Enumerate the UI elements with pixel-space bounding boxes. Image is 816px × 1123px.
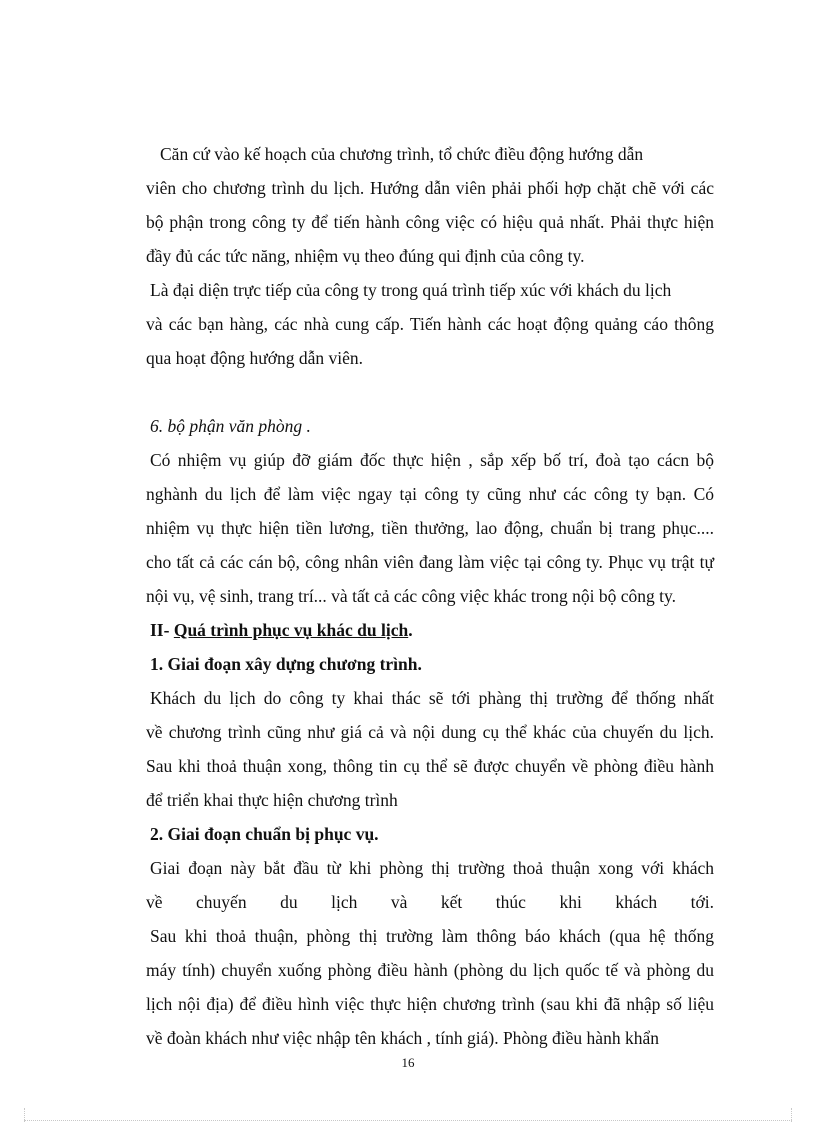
text-line: máy tính) chuyển xuống phòng điều hành (phòng du lịch quốc tế và phòng du bbox=[146, 960, 714, 980]
text-line: về chương trình cũng như giá cả và nội dung cụ thể khác của chuyến du lịch. bbox=[146, 722, 714, 742]
text-line: Sau khi thoả thuận, phòng thị trường làm thông báo khách (qua hệ thống bbox=[150, 926, 714, 946]
text-line: nhiệm vụ thực hiện tiền lương, tiền thưởng, lao động, chuẩn bị trang phục.... bbox=[146, 518, 714, 538]
text-line: Khách du lịch do công ty khai thác sẽ tới phàng thị trường để thống nhất bbox=[150, 688, 714, 708]
page-border-left bbox=[24, 1108, 25, 1122]
text-line: Căn cứ vào kế hoạch của chương trình, tổ chức điều động hướng dẫn bbox=[160, 144, 644, 164]
section-heading-office: 6. bộ phận văn phòng . bbox=[150, 416, 311, 436]
text-line: Giai đoạn này bắt đầu từ khi phòng thị trường thoả thuận xong với khách bbox=[150, 858, 714, 878]
page-number: 16 bbox=[401, 1055, 415, 1070]
text-line: Là đại diện trực tiếp của công ty trong quá trình tiếp xúc với khách du lịch bbox=[150, 280, 672, 300]
page-border-bottom bbox=[24, 1120, 792, 1121]
subsection-heading-build: 1. Giai đoạn xây dựng chương trình. bbox=[150, 654, 422, 674]
section-suffix: . bbox=[408, 620, 413, 640]
text-line: bộ phận trong công ty để tiến hành công việc có hiệu quả nhất. Phải thực hiện bbox=[146, 212, 714, 232]
text-line: cho tất cả các cán bộ, công nhân viên đang làm việc tại công ty. Phục vụ trật tự bbox=[146, 552, 714, 572]
text-line: về đoàn khách như việc nhập tên khách , tính giá). Phòng điều hành khẩn bbox=[146, 1028, 659, 1048]
text-line: viên cho chương trình du lịch. Hướng dẫn viên phải phối hợp chặt chẽ với các bbox=[146, 178, 714, 198]
subsection-heading-prepare: 2. Giai đoạn chuẩn bị phục vụ. bbox=[150, 824, 379, 844]
text-line: Sau khi thoả thuận xong, thông tin cụ thể sẽ được chuyển về phòng điều hành bbox=[146, 756, 714, 776]
text-line: qua hoạt động hướng dẫn viên. bbox=[146, 348, 364, 368]
section-prefix: II- bbox=[150, 620, 174, 640]
text-line: đầy đủ các tức năng, nhiệm vụ theo đúng qui định của công ty. bbox=[146, 246, 585, 266]
text-line: về chuyến du lịch và kết thúc khi khách tới. bbox=[146, 892, 714, 912]
text-line: Có nhiệm vụ giúp đỡ giám đốc thực hiện , sắp xếp bố trí, đoà tạo cácn bộ bbox=[150, 450, 714, 470]
text-line: nghành du lịch để làm việc ngay tại công ty cũng như các công ty bạn. Có bbox=[146, 484, 714, 504]
page-border-right bbox=[791, 1108, 792, 1122]
text-line: nội vụ, vệ sinh, trang trí... và tất cả các công việc khác trong nội bộ công ty. bbox=[146, 586, 677, 606]
text-line: và các bạn hàng, các nhà cung cấp. Tiến hành các hoạt động quảng cáo thông bbox=[146, 314, 714, 334]
section-heading-service-process bbox=[150, 619, 650, 641]
section-title: Quá trình phục vụ khác du lịch bbox=[173, 620, 409, 640]
text-line: lịch nội địa) để điều hình việc thực hiện chương trình (sau khi đã nhập số liệu bbox=[146, 994, 714, 1014]
text-line: để triển khai thực hiện chương trình bbox=[146, 790, 398, 810]
